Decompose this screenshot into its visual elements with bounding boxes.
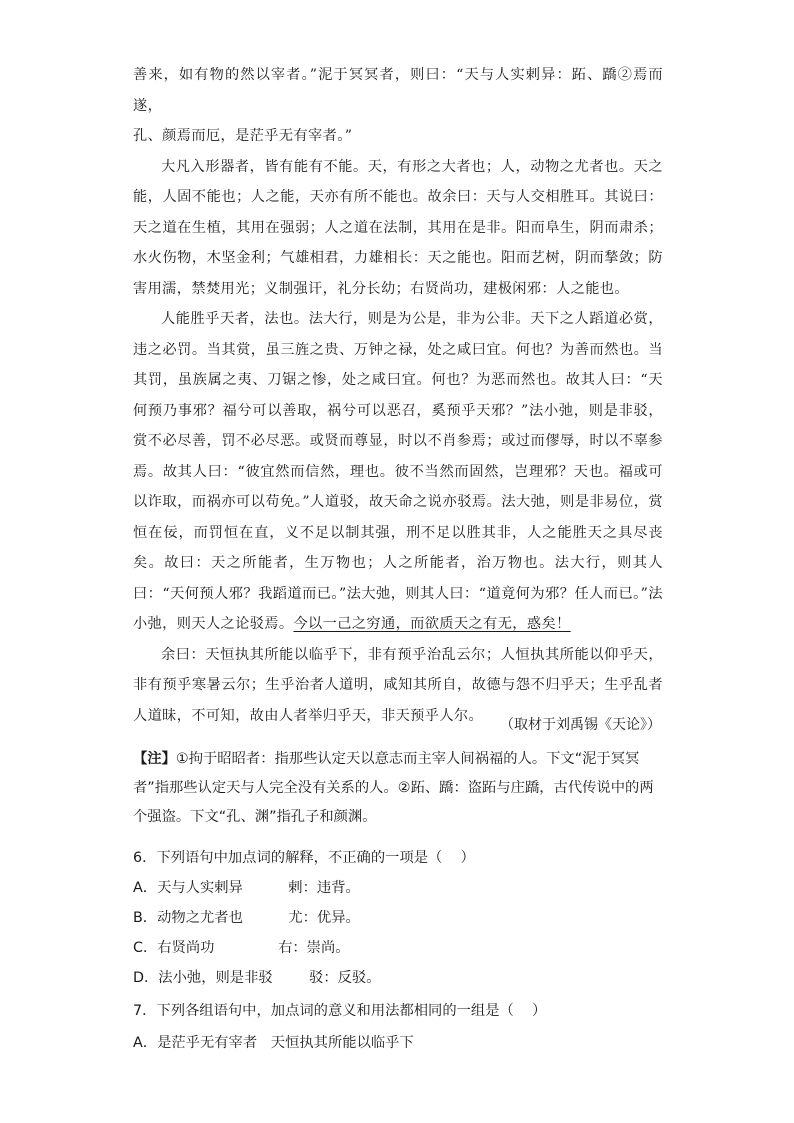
passage-paragraph-2: 大凡入形器者，皆有能有不能。天，有形之大者也；人，动物之尤者也。天之能，人固不能也；人之能，天亦有所不能也。故余曰：天与人交相胜耳。其说曰：天之道在生植，其用在强弱；人之道在法制，其用在是非。阳而阜生，阴而肃杀；水火伤物，木坚金利；气雄相君，力雄相长：天之能也。阳而艺树，阴而揫敛；防害用濡，禁焚用光；义制强讦，礼分长幼；右贤尚功，建极闲邪：人之能也。 [133,158,663,297]
question-6-option-d[interactable]: D．法小弛，则是非驳 驳：反驳。 [133,970,381,986]
passage-line: 善来，如有物的然以宰者。”泥于冥冥者，则曰：“天与人实剌异：跖、蹻②焉而遂， [133,67,663,114]
annotation-note [133,745,663,832]
question-6-stem: 6．下列语句中加点词的解释，不正确的一项是（ ） [133,850,475,866]
note-text: ①拘于昭昭者：指那些认定天以意志而主宰人间祸福的人。下文“泥于冥冥者”指那些认定天与人完全没有关系的人。②跖、蹻：盗跖与庄蹻，古代传说中的两个强盗。下文“孔、渊”指孔子和颜渊。 [133,751,654,825]
source-citation: （取材于刘禹锡《天论》） [500,717,661,733]
passage-paragraph-3-text: 人能胜乎天者，法也。法大行，则是为公是，非为公非。天下之人蹈道必赏，违之必罚。当其赏，虽三旌之贵、万钟之禄，处之咸曰宜。何也？为善而然也。当其罚，虽族属之夷、刀锯之惨，处之咸曰宜。何也？为恶而然也。故其人曰：“天何预乃事邪？福兮可以善取，祸兮可以恶召，奚预乎天邪？”法小弛，则是非驳，赏不必尽善，罚不必尽恶。或贤而尊显，时以不肖参焉；或过而僇辱，时以不辜参焉。故其人曰：“彼宜然而信然，理也。彼不当然而固然，岂理邪？天也。福或可以诈取，而祸亦可以苟免。”人道驳，故天命之说亦驳焉。法大弛，则是非易位，赏恒在佞，而罚恒在直，义不足以制其强，刑不足以胜其非，人之能胜天之具尽丧矣。故曰：天之所能者，生万物也；人之所能者，治万物也。法大行，则其人曰：“天何预人邪？我蹈道而已。”法大弛，则其人曰：“道竟何为邪？任人而已。”法小弛，则天人之论驳焉。 [133,311,663,632]
passage-line: 孔、颜焉而厄，是茫乎无有宰者。” [133,128,353,144]
underlined-sentence: 今以一己之穷通，而欲质天之有无，惑矣！ [293,616,571,632]
note-label: 【注】 [133,751,176,767]
question-7-option-a[interactable]: A．是茫乎无有宰者 天恒执其所能以临乎下 [133,1035,414,1051]
passage-paragraph-4: 余曰：天恒执其所能以临乎下，非有预乎治乱云尔；人恒执其所能以仰乎天，非有预乎寒暑云尔；生乎治者人道明，咸知其所自，故德与怨不归乎天；生乎乱者人道昧，不可知，故由人者举归乎天，非天预乎人尔。 [133,646,663,724]
question-6-option-b[interactable]: B．动物之尤者也 尤：优异。 [133,910,360,926]
question-6-option-c[interactable]: C．右贤尚功 右：崇尚。 [133,940,350,956]
passage-paragraph-3 [133,304,663,640]
question-7-stem: 7．下列各组语句中，加点词的意义和用法都相同的一组是（ ） [133,1003,547,1019]
question-6-option-a[interactable]: A．天与人实剌异 剌：违背。 [133,880,360,896]
classical-passage [133,60,663,731]
